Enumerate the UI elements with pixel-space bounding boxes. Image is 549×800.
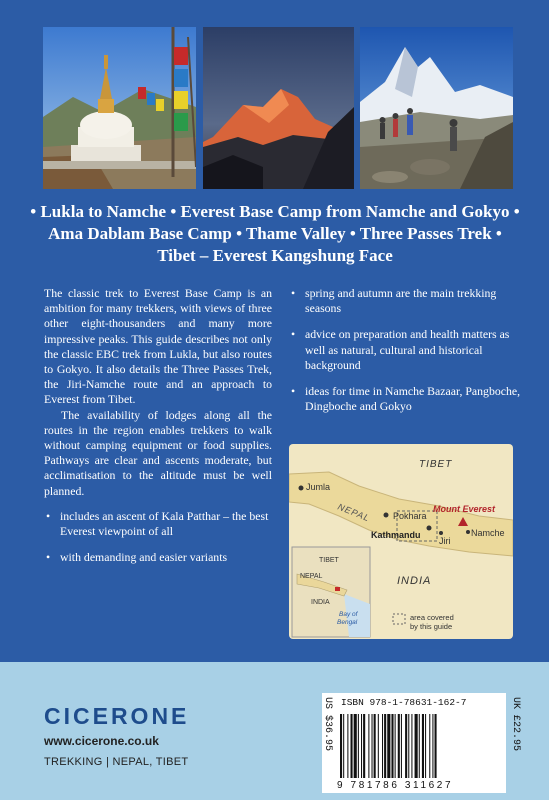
barcode-stripe [408, 714, 409, 778]
region-map [289, 444, 513, 639]
photo-trekkers [360, 27, 513, 189]
barcode-stripe [343, 714, 344, 778]
map-label-tibet: TIBET [419, 459, 453, 470]
kathmandu-dot [427, 526, 432, 531]
inset-label-nepal: NEPAL [300, 573, 323, 580]
map-label-india: INDIA [397, 575, 432, 587]
list-item: • ideas for time in Namche Bazaar, Pangboche, Dingboche and Gokyo [289, 384, 524, 414]
jiri-dot [439, 531, 443, 535]
barcode-stripe [391, 714, 393, 778]
barcode-stripe [432, 714, 433, 778]
barcode-stripe [435, 714, 437, 778]
list-item: • with demanding and easier variants [44, 550, 272, 565]
barcode-stripe [361, 714, 362, 778]
barcode-stripe [395, 714, 396, 778]
description-right-column [289, 286, 524, 425]
sunset-mountain-peak-icon [203, 27, 354, 189]
left-bullet-list [44, 509, 272, 566]
barcode-stripe [358, 714, 359, 778]
route-headline: • Lukla to Namche • Everest Base Camp from Namche and Gokyo • Ama Dablam Base Camp • Thame Valley • Three Passes Trek • Tibet – Everest Kangshung Face [30, 202, 520, 265]
list-item: • advice on preparation and health matters as well as natural, cultural and historical background [289, 327, 524, 373]
photo-stupa [43, 27, 196, 189]
map-label-namche: Namche [471, 528, 505, 538]
description-paragraph-1: The classic trek to Everest Base Camp is an ambition for many trekkers, with views of three other eight-thousanders and many more impressive peaks. This guide describes not only the classic EBC trek from Lukla, but also routes to Gokyo. It also details the Three Passes Trek, the Jiri-Namche route and an approach to Everest from Tibet. [44, 286, 272, 407]
barcode-stripe [387, 714, 390, 778]
price-us: US $36.95 [322, 697, 333, 752]
map-label-pokhara: Pokhara [393, 511, 427, 521]
barcode-stripe [368, 714, 369, 778]
barcode-stripe [340, 714, 342, 778]
barcode-stripe [411, 714, 412, 778]
list-item: • includes an ascent of Kala Patthar – the best Everest viewpoint of all [44, 509, 272, 539]
barcode-stripe [351, 714, 353, 778]
isbn-text: ISBN 978-1-78631-162-7 [341, 697, 467, 708]
barcode-stripe [382, 714, 383, 778]
pokhara-dot [384, 513, 389, 518]
inset-area-marker [335, 587, 340, 591]
map-label-jiri: Jiri [439, 536, 451, 546]
inset-label-bengal: Bengal [337, 619, 358, 626]
publisher-url[interactable]: www.cicerone.co.uk [44, 734, 159, 748]
barcode-stripe [372, 714, 373, 778]
jumla-dot [299, 486, 304, 491]
barcode-stripe [398, 714, 400, 778]
price-uk: UK £22.95 [510, 697, 521, 752]
barcode-stripe [363, 714, 365, 778]
right-bullet-list [289, 286, 524, 414]
list-item: • spring and autumn are the main trekking seasons [289, 286, 524, 316]
map-label-nepal: NEPAL [336, 501, 372, 524]
photo-sunset-peak [203, 27, 354, 189]
trekkers-on-mountain-trail-icon [360, 27, 513, 189]
description-paragraph-2: The availability of lodges along all the routes in the region enables trekkers to walk without camping equipment or food supplies. Pathways are clear and ascents moderate, but acclimatisation to the altitude must be well planned. [44, 407, 272, 498]
namche-dot [466, 530, 470, 534]
barcode-stripe [405, 714, 407, 778]
map-label-mount-everest: Mount Everest [433, 504, 496, 514]
barcode-digits: 9 781786 311627 [337, 780, 454, 791]
inset-label-india: INDIA [311, 599, 330, 606]
book-category: TREKKING | NEPAL, TIBET [44, 756, 189, 768]
barcode-stripe [384, 714, 386, 778]
barcode-stripe [419, 714, 420, 778]
inset-map [292, 547, 370, 637]
barcode-icon [340, 714, 490, 778]
barcode-stripe [354, 714, 357, 778]
barcode-stripe [347, 714, 348, 778]
map-label-jumla: Jumla [306, 482, 331, 492]
inset-label-tibet: TIBET [319, 557, 339, 564]
barcode-stripe [401, 714, 402, 778]
barcode-stripe [378, 714, 379, 778]
stupa-with-prayer-flags-icon [43, 27, 196, 189]
barcode-stripe [429, 714, 430, 778]
publisher-logo: CICERONE [44, 703, 190, 729]
barcode-stripe [415, 714, 418, 778]
inset-label-bay: Bay of [339, 611, 358, 618]
legend-line-1: area covered [410, 613, 454, 622]
barcode-stripe [422, 714, 424, 778]
description-left-column [44, 286, 272, 576]
barcode-stripe [425, 714, 426, 778]
legend-line-2: by this guide [410, 622, 453, 631]
map-label-kathmandu: Kathmandu [371, 530, 421, 540]
barcode-stripe [374, 714, 376, 778]
